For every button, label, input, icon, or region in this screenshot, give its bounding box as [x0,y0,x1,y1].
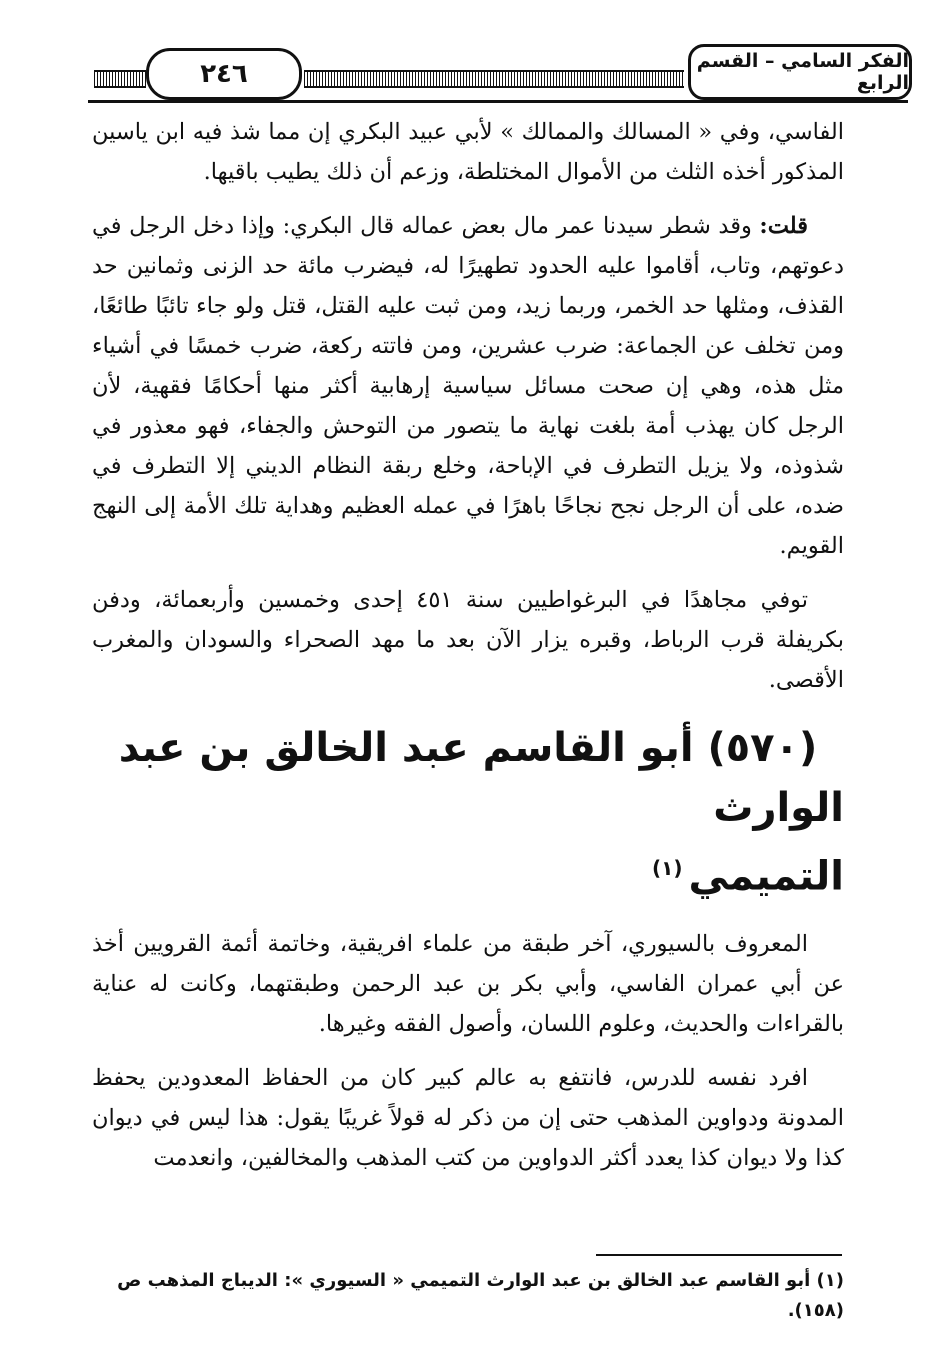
header-hatch-left [94,70,146,88]
footnote-separator [596,1254,842,1256]
page-header [88,38,908,100]
body-text [92,112,844,1192]
heading-line-2-text: التميمي [688,853,844,900]
paragraph-2-text: وقد شطر سيدنا عمر مال بعض عماله قال البكري: وإذا دخل الرجل في دعوتهم، وتاب، أقاموا عليه الحدود تطهيرًا له، فيضرب مائة حد الزنى وثمانين حد القذف، ومثلها حد الخمر، وربما زيد، ومن ثبت عليه القتل، قتل ولو جاء تائبًا طائعًا، ومن تخلف عن الجماعة: ضرب عشرين، ومن فاتته ركعة، ضرب خمسًا في أشياء مثل هذه، وهي إن صحت مسائل سياسية إرهابية أكثر منها أحكامًا فقهية، لأن الرجل كان يهذب أمة بلغت نهاية ما يتصور من التوحش والجفاء، فهو معذور في شذوذه، ولا يزيل التطرف في الإباحة، وخلع ربقة النظام الديني إلا التطرف في ضده، على أن الرجل نجح نجاحًا باهرًا في عمله العظيم وهداية تلك الأمة إلى النهج القويم. [92,213,844,559]
footnote-reference: (١) [652,856,683,880]
header-rule [88,100,908,103]
heading-line-2 [92,838,844,906]
running-title: الفكر السامي – القسم الرابع [688,44,912,100]
paragraph-5: افرد نفسه للدرس، فانتفع به عالم كبير كان من الحفاظ المعدودين يحفظ المدونة ودواوين المذهب حتى إن من ذكر له قولاً غريبًا يقول: هذا ليس في ديوان كذا ولا ديوان كذا يعدد أكثر الدواوين من كتب المذهب والمخالفين، وانعدمت [92,1065,844,1172]
paragraph-4: المعروف بالسيوري، آخر طبقة من علماء افريقية، وخاتمة أئمة القرويين أخذ عن أبي عمران الفاسي، وأبي بكر بن عبد الرحمن وطبقتهما، وكانت له عناية بالقراءات والحديث، وعلوم اللسان، وأصول الفقه وغيرها. [92,931,844,1038]
header-hatch-middle [304,70,684,88]
paragraph-2 [92,206,844,566]
footnote: (١) أبو القاسم عبد الخالق بن عبد الوارث التميمي « السيوري »: الديباج المذهب ص (١٥٨). [117,1270,844,1321]
paragraph-3: توفي مجاهدًا في البرغواطيين سنة ٤٥١ إحدى وخمسين وأربعمائة، ودفن بكريفلة قرب الرباط، وقبره يزار الآن بعد ما مهد الصحراء والسودان والمغرب الأقصى. [92,587,844,693]
section-heading [92,718,844,906]
paragraph-1: الفاسي، وفي « المسالك والممالك » لأبي عبيد البكري إن مما شذ فيه ابن ياسين المذكور أخذه الثلث من الأموال المختلطة، وزعم أن ذلك يطيب باقيها. [92,119,844,185]
page-number: ٢٤٦ [146,48,302,100]
paragraph-2-lead: قلت: [759,213,808,239]
heading-line-1: (٥٧٠) أبو القاسم عبد الخالق بن عبد الوارث [118,725,844,831]
